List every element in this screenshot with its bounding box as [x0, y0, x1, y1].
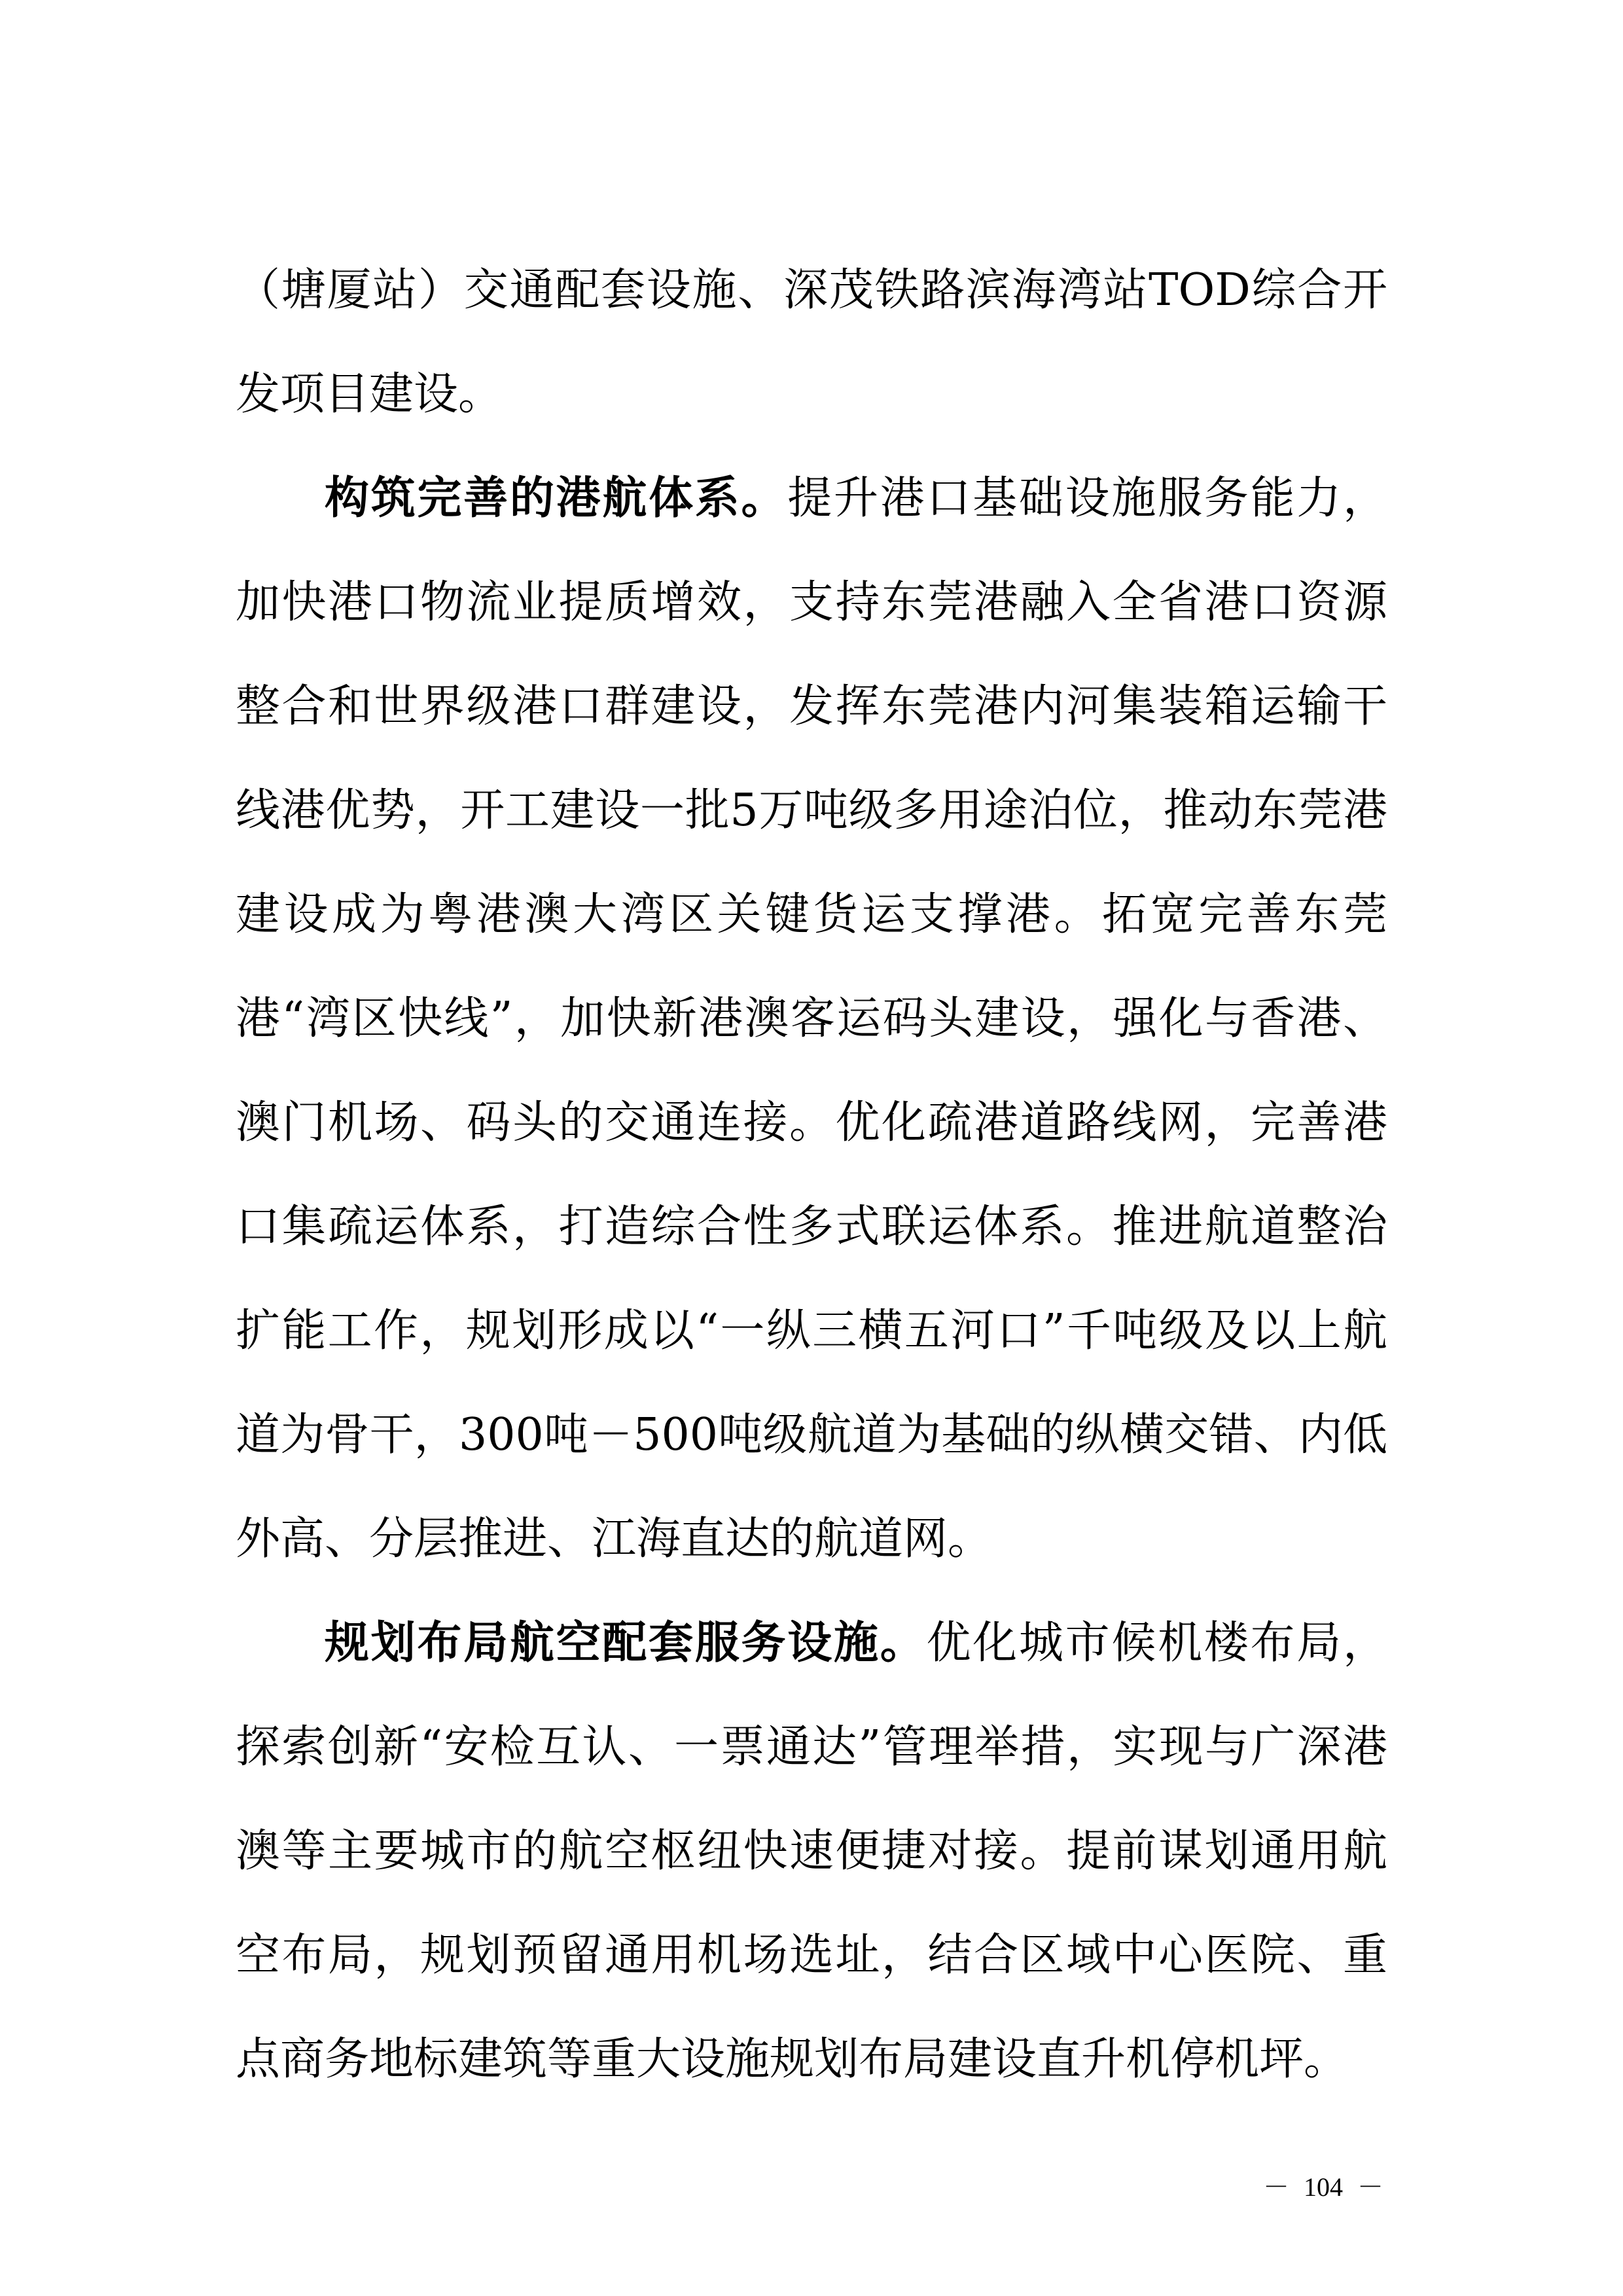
- paragraph-continuation: [236, 238, 1387, 446]
- document-body: [236, 238, 1387, 2111]
- paragraph-heading: 构筑完善的港航体系。: [325, 472, 788, 524]
- paragraph-text: 提升港口基础设施服务能力，加快港口物流业提质增效，支持东莞港融入全省港口资源整合和世界级港口群建设，发挥东莞港内河集装箱运输干线港优势，开工建设一批5万吨级多用途泊位，推动东莞港建设成为粤港澳大湾区关键货运支撑港。拓宽完善东莞港“湾区快线”，加快新港澳客运码头建设，强化与香港、澳门机场、码头的交通连接。优化疏港道路线网，完善港口集疏运体系，打造综合性多式联运体系。推进航道整治扩能工作，规划形成以“一纵三横五河口”千吨级及以上航道为骨干，300吨－500吨级航道为基础的纵横交错、内低外高、分层推进、江海直达的航道网。: [236, 473, 1387, 1565]
- page-number-dash-right: －: [1357, 2172, 1383, 2202]
- paragraph-heading: 规划布局航空配套服务设施。: [325, 1617, 927, 1669]
- page-number-dash-left: －: [1263, 2172, 1289, 2202]
- page-number: 104: [1304, 2172, 1343, 2202]
- paragraph-port-shipping: [236, 446, 1387, 1591]
- paragraph-aviation: [236, 1591, 1387, 2111]
- paragraph-text: 优化城市候机楼布局，探索创新“安检互认、一票通达”管理举措，实现与广深港澳等主要城市的航空枢纽快速便捷对接。提前谋划通用航空布局，规划预留通用机场选址，结合区域中心医院、重点商务地标建筑等重大设施规划布局建设直升机停机坪。: [236, 1617, 1387, 2085]
- page-number-footer: [1249, 2168, 1393, 2207]
- paragraph-text: （塘厦站）交通配套设施、深茂铁路滨海湾站TOD综合开发项目建设。: [236, 264, 1387, 420]
